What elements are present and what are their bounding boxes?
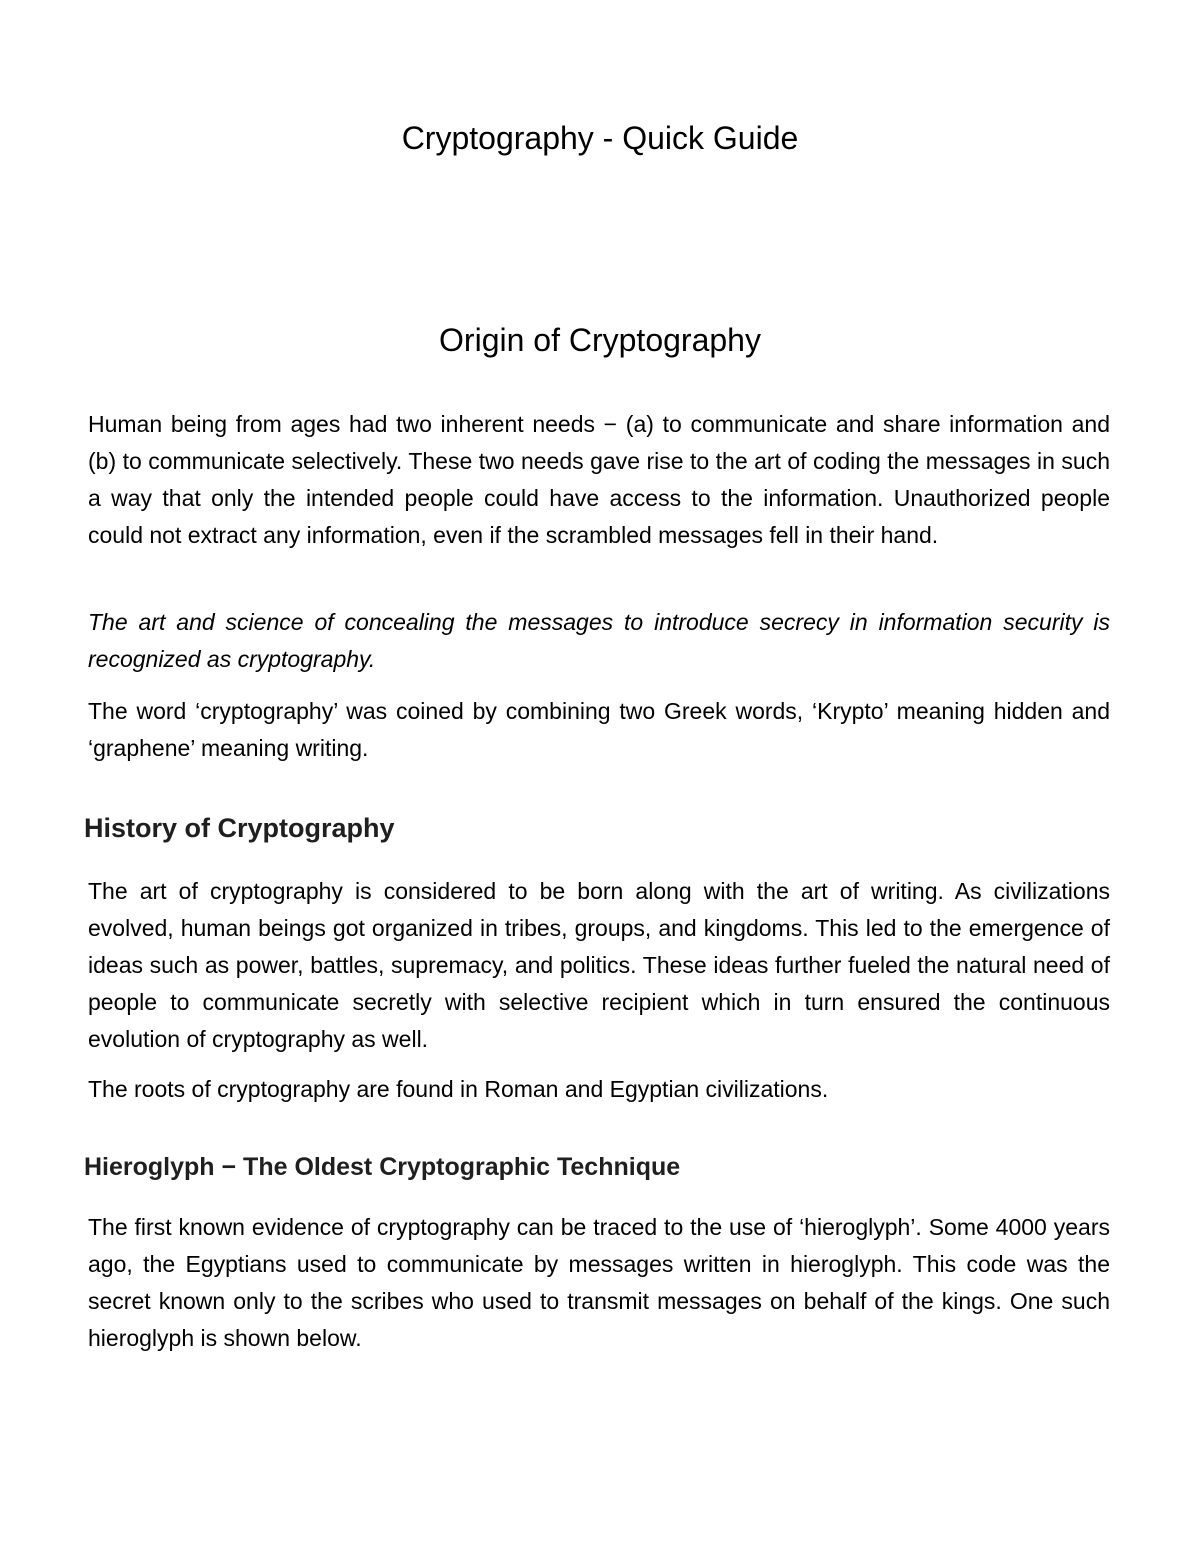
heading-hieroglyph: Hieroglyph − The Oldest Cryptographic Technique — [84, 1153, 681, 1181]
paragraph-etymology: The word ‘cryptography’ was coined by combining two Greek words, ‘Krypto’ meaning hidden and ‘graphene’ meaning writing. — [88, 698, 1110, 761]
heading-history: History of Cryptography — [84, 813, 395, 843]
paragraph-definition: The art and science of concealing the messages to introduce secrecy in information security is recognized as cryptography. — [88, 609, 1110, 672]
paragraph-roots: The roots of cryptography are found in Roman and Egyptian civilizations. — [88, 1076, 829, 1102]
section-title-origin: Origin of Cryptography — [439, 322, 761, 358]
paragraph-history: The art of cryptography is considered to be born along with the art of writing. As civilizations evolved, human beings got organized in tribes, groups, and kingdoms. This led to the emergence of ideas such as power, battles, supremacy, and politics. These ideas further fueled the natural need of people to communicate secretly with selective recipient which in turn ensured the continuous evolution of cryptography as well. — [88, 878, 1110, 1052]
document-title: Cryptography - Quick Guide — [401, 120, 799, 156]
paragraph-inherent-needs: Human being from ages had two inherent needs − (a) to communicate and share information and (b) to communicate selectively. These two needs gave rise to the art of coding the messages in such a way that only the intended people could have access to the information. Unauthorized people could not extract any information, even if the scrambled messages fell in their hand. — [88, 411, 1110, 548]
paragraph-hieroglyph: The first known evidence of cryptography can be traced to the use of ‘hieroglyph’. Some 4000 years ago, the Egyptians used to communicate by messages written in hieroglyph. This code was the secret known only to the scribes who used to transmit messages on behalf of the kings. One such hieroglyph is shown below. — [88, 1214, 1110, 1351]
